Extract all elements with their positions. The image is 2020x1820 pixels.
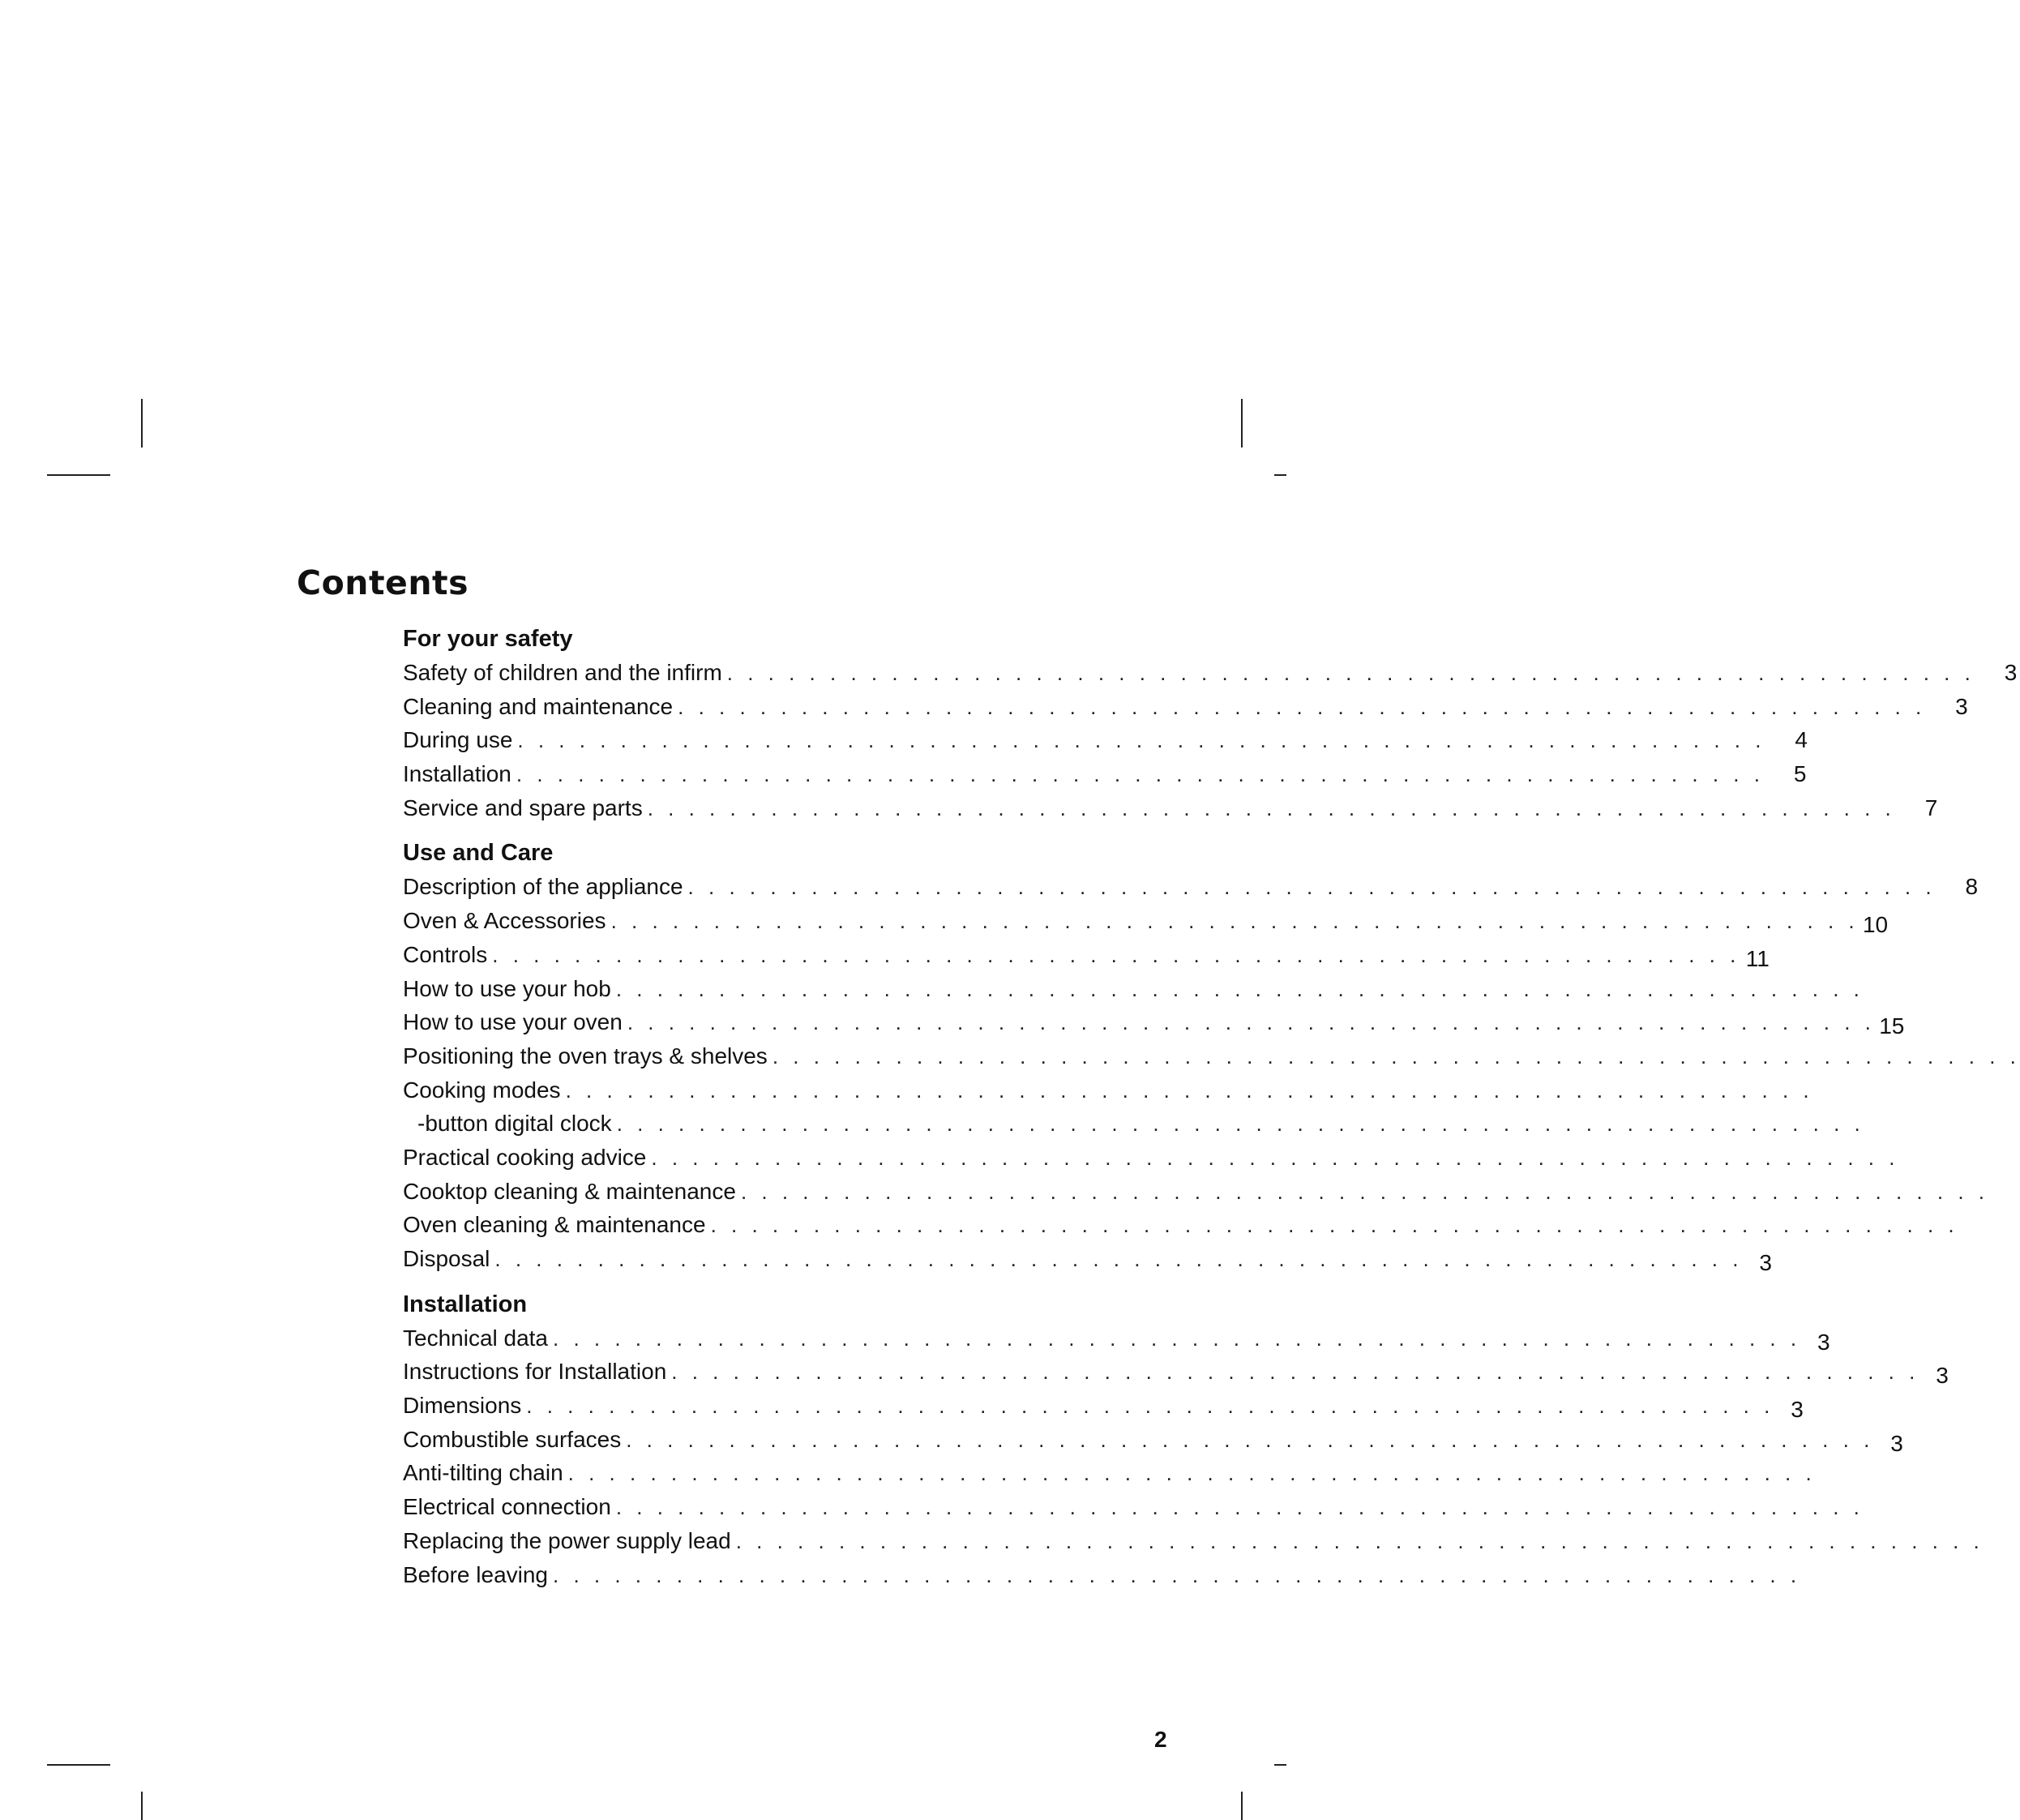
toc-entry-label: How to use your hob	[403, 975, 611, 1001]
crop-mark	[1274, 474, 1286, 476]
toc-entry-page: 4	[1795, 727, 1808, 753]
toc-entry[interactable]	[403, 1389, 1804, 1423]
dot-leader: . . . . . . . . . . . . . . . . . . . . . . . . . . . . . . . . . . . . . . . . . . . . . . . . . . . . . . . . . . . . .	[517, 728, 1765, 753]
toc-entry[interactable]	[403, 1558, 1801, 1592]
dot-leader: . . . . . . . . . . . . . . . . . . . . . . . . . . . . . . . . . . . . . . . . . . . . . . . . . . . . . . . . . . . . .	[735, 1528, 1984, 1553]
toc-entry-label: Replacing the power supply lead	[403, 1527, 731, 1553]
toc-entry[interactable]	[403, 723, 1808, 757]
toc-entry-label: Disposal	[403, 1246, 490, 1271]
toc-entry-page: 7	[1924, 794, 1938, 820]
toc-entry-label: Installation	[403, 761, 511, 787]
toc-entry[interactable]	[403, 1456, 1817, 1490]
toc-entry-page: 3	[1936, 1363, 1949, 1389]
toc-entry[interactable]	[403, 1073, 1814, 1107]
crop-mark	[1241, 1792, 1243, 1820]
toc-section	[403, 622, 2018, 824]
toc-entry[interactable]	[403, 791, 1938, 825]
toc-entry[interactable]	[403, 1141, 1899, 1175]
table-of-contents	[403, 622, 2020, 1603]
crop-mark	[1241, 399, 1243, 448]
page-number: 2	[1154, 1727, 1167, 1752]
dot-leader: . . . . . . . . . . . . . . . . . . . . . . . . . . . . . . . . . . . . . . . . . . . . . . . . . . . . . . . . . . . . .	[678, 694, 1926, 719]
toc-entry-label: Oven cleaning & maintenance	[403, 1212, 706, 1238]
toc-entry[interactable]	[403, 656, 2018, 690]
toc-entry-label: Oven & Accessories	[403, 908, 606, 934]
toc-entry-page: 5	[1793, 761, 1807, 787]
crop-mark	[47, 474, 110, 476]
toc-entry[interactable]	[403, 690, 1968, 724]
toc-entry-label: Description of the appliance	[403, 874, 683, 900]
crop-mark	[47, 1764, 110, 1766]
toc-entry[interactable]	[403, 1490, 1864, 1524]
section-heading: Installation	[403, 1291, 528, 1317]
toc-entry[interactable]	[403, 757, 1807, 791]
toc-entry-label: During use	[403, 727, 513, 753]
dot-leader: . . . . . . . . . . . . . . . . . . . . . . . . . . . . . . . . . . . . . . . . . . . . . . . . . . . . . . . . . . . . .	[565, 1077, 1814, 1103]
crop-mark	[141, 399, 143, 448]
dot-leader: . . . . . . . . . . . . . . . . . . . . . . . . . . . . . . . . . . . . . . . . . . . . . . . . . . . . . . . . . . . . .	[492, 942, 1740, 967]
toc-entry[interactable]	[403, 1524, 1984, 1558]
toc-entry[interactable]	[403, 1321, 1830, 1355]
toc-entry-label: Controls	[403, 941, 488, 967]
dot-leader: . . . . . . . . . . . . . . . . . . . . . . . . . . . . . . . . . . . . . . . . . . . . . . . . . . . . . . . . . . . . .	[526, 1394, 1774, 1419]
toc-entry-label: -button digital clock	[417, 1111, 612, 1137]
dot-leader: . . . . . . . . . . . . . . . . . . . . . . . . . . . . . . . . . . . . . . . . . . . . . . . . . . . . . . . . . . . . .	[687, 875, 1937, 900]
dot-leader: . . . . . . . . . . . . . . . . . . . . . . . . . . . . . . . . . . . . . . . . . . . . . . . . . . . . . . . . . . . . .	[626, 1427, 1874, 1452]
toc-entry-label: Dimensions	[403, 1393, 522, 1419]
toc-entry[interactable]	[403, 1355, 1949, 1389]
dot-leader: . . . . . . . . . . . . . . . . . . . . . . . . . . . . . . . . . . . . . . . . . . . . . . . . . . . . . . . . . . . . .	[772, 1043, 2020, 1068]
toc-entry-label: Technical data	[403, 1325, 549, 1351]
dot-leader: . . . . . . . . . . . . . . . . . . . . . . . . . . . . . . . . . . . . . . . . . . . . . . . . . . . . . . . . . . . . .	[710, 1213, 1959, 1238]
toc-entry[interactable]	[403, 938, 1770, 972]
toc-entry-page: 3	[1890, 1430, 1903, 1456]
dot-leader: . . . . . . . . . . . . . . . . . . . . . . . . . . . . . . . . . . . . . . . . . . . . . . . . . . . . . . . . . . . . .	[553, 1562, 1801, 1587]
dot-leader: . . . . . . . . . . . . . . . . . . . . . . . . . . . . . . . . . . . . . . . . . . . . . . . . . . . . . . . . . . . . .	[740, 1179, 1989, 1204]
toc-entry[interactable]	[403, 1175, 1989, 1209]
crop-mark	[1274, 1764, 1286, 1766]
toc-entry[interactable]	[403, 972, 1864, 1006]
dot-leader: . . . . . . . . . . . . . . . . . . . . . . . . . . . . . . . . . . . . . . . . . . . . . . . . . . . . . . . . . . . . .	[610, 909, 1860, 934]
toc-entry-label: Cooking modes	[403, 1077, 561, 1103]
crop-mark	[141, 1792, 143, 1820]
dot-leader: . . . . . . . . . . . . . . . . . . . . . . . . . . . . . . . . . . . . . . . . . . . . . . . . . . . . . . . . . . . . .	[651, 1145, 1899, 1170]
toc-entry-label: Safety of children and the infirm	[403, 660, 722, 685]
toc-entry-label: Instructions for Installation	[403, 1359, 667, 1385]
toc-entry-page: 3	[2004, 660, 2018, 685]
toc-entry-label: Positioning the oven trays & shelves	[403, 1043, 768, 1068]
toc-entry-label: How to use your oven	[403, 1009, 623, 1035]
toc-entry[interactable]	[403, 1039, 2020, 1073]
toc-entry-page: 11	[1745, 945, 1770, 971]
toc-entry-label: Cleaning and maintenance	[403, 693, 674, 719]
toc-entry-page: 3	[1955, 693, 1968, 719]
toc-section	[403, 836, 2020, 1275]
dot-leader: . . . . . . . . . . . . . . . . . . . . . . . . . . . . . . . . . . . . . . . . . . . . . . . . . . . . . . . . . . . . .	[494, 1247, 1743, 1271]
dot-leader: . . . . . . . . . . . . . . . . . . . . . . . . . . . . . . . . . . . . . . . . . . . . . . . . . . . . . . . . . . . . .	[647, 795, 1896, 820]
dot-leader: . . . . . . . . . . . . . . . . . . . . . . . . . . . . . . . . . . . . . . . . . . . . . . . . . . . . . . . . . . . . .	[615, 1495, 1864, 1520]
toc-entry[interactable]	[403, 1208, 1959, 1242]
toc-entry[interactable]	[403, 904, 1889, 938]
toc-entry-label: Combustible surfaces	[403, 1426, 622, 1452]
dot-leader: . . . . . . . . . . . . . . . . . . . . . . . . . . . . . . . . . . . . . . . . . . . . . . . . . . . . . . . . . . . . .	[616, 1111, 1865, 1137]
toc-entry-page: 3	[1759, 1250, 1772, 1275]
toc-entry-label: Cooktop cleaning & maintenance	[403, 1178, 736, 1204]
toc-entry-page: 15	[1879, 1013, 1905, 1039]
toc-entry-label: Service and spare parts	[403, 794, 643, 820]
toc-entry-label: Electrical connection	[403, 1494, 611, 1520]
toc-entry-page: 3	[1817, 1329, 1830, 1355]
toc-entry-page: 8	[1965, 874, 1979, 900]
toc-entry-page: 10	[1862, 912, 1889, 938]
dot-leader: . . . . . . . . . . . . . . . . . . . . . . . . . . . . . . . . . . . . . . . . . . . . . . . . . . . . . . . . . . . . .	[615, 976, 1864, 1001]
toc-section	[403, 1287, 1984, 1592]
dot-leader: . . . . . . . . . . . . . . . . . . . . . . . . . . . . . . . . . . . . . . . . . . . . . . . . . . . . . . . . . . . . .	[627, 1010, 1876, 1035]
toc-entry[interactable]	[403, 870, 1979, 904]
section-heading: For your safety	[403, 626, 573, 652]
section-heading: Use and Care	[403, 840, 554, 867]
dot-leader: . . . . . . . . . . . . . . . . . . . . . . . . . . . . . . . . . . . . . . . . . . . . . . . . . . . . . . . . . . . . .	[553, 1325, 1801, 1351]
dot-leader: . . . . . . . . . . . . . . . . . . . . . . . . . . . . . . . . . . . . . . . . . . . . . . . . . . . . . . . . . . . . .	[726, 661, 1975, 685]
toc-entry-label: Anti-tilting chain	[403, 1460, 563, 1486]
toc-entry[interactable]	[403, 1107, 1865, 1141]
toc-entry-page: 3	[1791, 1397, 1804, 1423]
toc-entry[interactable]	[403, 1005, 1905, 1039]
dot-leader: . . . . . . . . . . . . . . . . . . . . . . . . . . . . . . . . . . . . . . . . . . . . . . . . . . . . . . . . . . . . .	[671, 1360, 1919, 1385]
toc-entry[interactable]	[403, 1423, 1903, 1457]
toc-entry-label: Practical cooking advice	[403, 1144, 647, 1170]
dot-leader: . . . . . . . . . . . . . . . . . . . . . . . . . . . . . . . . . . . . . . . . . . . . . . . . . . . . . . . . . . . . .	[567, 1461, 1817, 1486]
toc-entry[interactable]	[403, 1242, 1772, 1276]
page-title: Contents	[297, 563, 469, 602]
dot-leader: . . . . . . . . . . . . . . . . . . . . . . . . . . . . . . . . . . . . . . . . . . . . . . . . . . . . . . . . . . . . .	[516, 762, 1765, 787]
toc-entry-label: Before leaving	[403, 1561, 549, 1587]
